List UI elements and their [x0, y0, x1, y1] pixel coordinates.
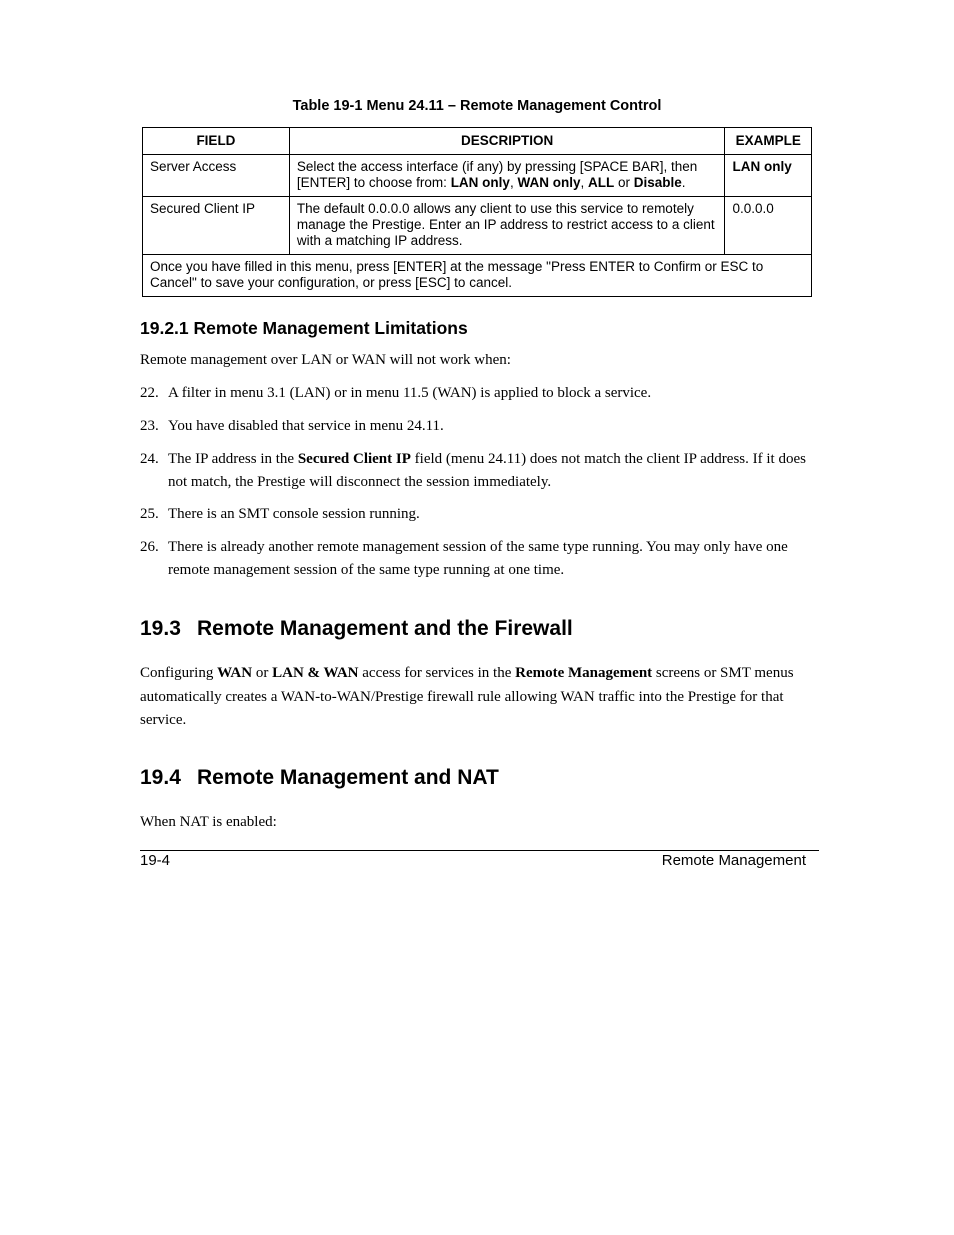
table-header-row	[143, 128, 812, 155]
table-note-row	[143, 255, 812, 297]
table-title: Table 19-1 Menu 24.11 – Remote Management Control	[292, 98, 662, 114]
row-description: Select the access interface (if any) by pressing [SPACE BAR], then [ENTER] to choose from: LAN only, WAN only, ALL or Disable.	[289, 155, 725, 197]
table-row	[143, 197, 812, 255]
row-example: LAN only	[725, 155, 812, 197]
table-row	[143, 155, 812, 197]
footer-rule	[140, 850, 819, 851]
row-example: 0.0.0.0	[725, 197, 812, 255]
intro-paragraph: Remote management over LAN or WAN will not work when:	[140, 352, 511, 368]
firewall-paragraph: Configuring WAN or LAN & WAN access for services in the Remote Management screens or SMT menus automatically creates a WAN-to-WAN/Prestige firewall rule allowing WAN traffic into the Prestige for that service.	[140, 665, 794, 728]
row-field: Server Access	[143, 155, 290, 197]
remote-management-table	[142, 127, 812, 297]
section-heading-nat: 19.4 Remote Management and NAT	[140, 766, 499, 789]
row-field: Secured Client IP	[143, 197, 290, 255]
header-field: FIELD	[143, 128, 290, 155]
section-heading-firewall: 19.3 Remote Management and the Firewall	[140, 617, 573, 640]
nat-paragraph: When NAT is enabled:	[140, 814, 277, 830]
header-description: DESCRIPTION	[289, 128, 725, 155]
table-note: Once you have filled in this menu, press [ENTER] at the message "Press ENTER to Confirm or ESC to Cancel" to save your configuration, or press [ESC] to cancel.	[143, 255, 812, 297]
row-description: The default 0.0.0.0 allows any client to use this service to remotely manage the Prestige. Enter an IP address to restrict access to a client with a matching IP address.	[289, 197, 725, 255]
subsection-heading: 19.2.1 Remote Management Limitations	[140, 318, 468, 338]
page-number: 19-4	[140, 852, 171, 869]
header-example: EXAMPLE	[725, 128, 812, 155]
chapter-title: Remote Management	[661, 852, 806, 869]
